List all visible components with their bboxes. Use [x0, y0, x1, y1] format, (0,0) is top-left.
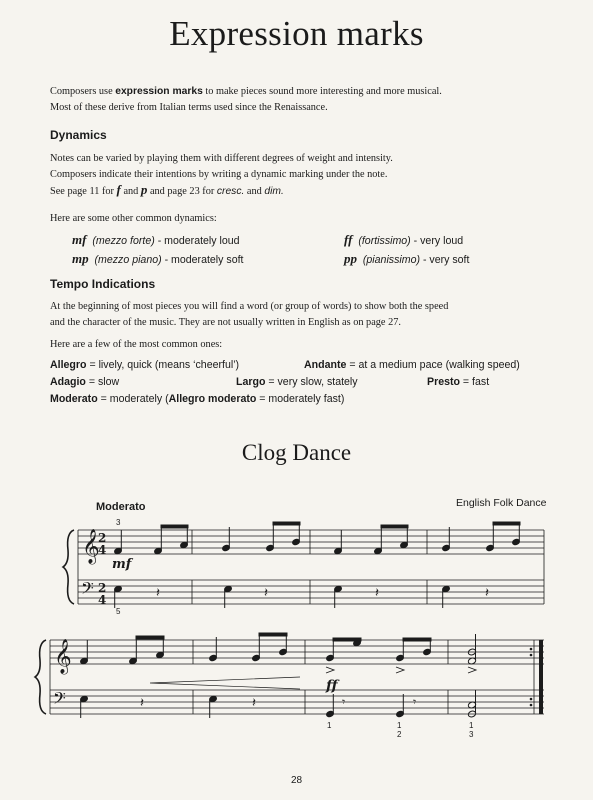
s1-m4-notes: [442, 522, 521, 552]
dynamic-italian: (mezzo forte): [92, 235, 155, 247]
intro-text-end: to make pieces sound more interesting and more musical.: [202, 86, 442, 97]
tempo-meaning: = moderately fast): [256, 393, 345, 405]
dynamic-ff: ff: [326, 678, 338, 694]
page-title: Expression marks: [169, 14, 424, 53]
time-sig-bottom: 4: [98, 593, 107, 607]
tempo-meaning: = lively, quick (means ‘cheerful’): [86, 359, 240, 371]
tempo-line1: At the beginning of most pieces you will find a word (or group of words) to show both the speed: [50, 301, 449, 312]
svg-text:𝄽: 𝄽: [156, 586, 160, 601]
tempo-meaning: = fast: [459, 376, 490, 388]
dynamics-others-intro: Here are some other common dynamics:: [50, 213, 217, 224]
dynamics-line3-b: and: [120, 186, 141, 197]
time-sig-bottom: 4: [98, 543, 107, 557]
s1-m2-notes: [222, 522, 301, 552]
dynamics-line1: Notes can be varied by playing them with different degrees of weight and intensity.: [50, 153, 393, 164]
tempo-line2: and the character of the music. They are not usually written in English as on page 27.: [50, 316, 401, 328]
piano-symbol: p: [140, 182, 148, 197]
piece-tempo: Moderato: [96, 501, 146, 513]
cresc-term: cresc.: [216, 186, 245, 197]
tempo-term: Presto: [427, 376, 460, 388]
tempo-term: Adagio: [50, 376, 86, 388]
dynamic-meaning: - moderately soft: [161, 254, 244, 266]
fingering: 1: [397, 721, 402, 730]
dynamic-meaning: - very soft: [420, 254, 470, 266]
fingering: 2: [397, 730, 402, 739]
fingering-rh: 3: [116, 518, 121, 527]
accent-marks: [326, 667, 476, 673]
dynamic-symbol: ff: [344, 232, 353, 247]
dynamic-symbol: pp: [344, 251, 357, 266]
intro-text: Composers use: [50, 86, 116, 97]
fingering: 1: [327, 721, 332, 730]
piece-title: Clog Dance: [241, 440, 352, 465]
s1-m3-notes: [334, 525, 409, 555]
svg-text:𝄽: 𝄽: [140, 696, 144, 711]
tempo-term: Moderato: [50, 393, 98, 405]
s1-m1-notes: [114, 525, 189, 555]
piece-composer: English Folk Dance: [456, 497, 547, 509]
svg-text:𝄾: 𝄾: [413, 695, 417, 709]
dynamic-meaning: - moderately loud: [154, 235, 240, 247]
dynamic-meaning: - very loud: [410, 235, 464, 247]
tempo-meaning: = slow: [85, 376, 120, 388]
dynamics-line3-c: and page 23 for: [147, 186, 217, 197]
s1-bass-notes: [114, 585, 451, 608]
system2-treble-staff: [50, 640, 544, 664]
system2-bass-staff: [50, 690, 544, 714]
svg-text:𝄾: 𝄾: [342, 695, 346, 709]
dynamic-italian: (fortissimo): [358, 235, 411, 247]
tempo-meaning: = moderately (: [97, 393, 169, 405]
dynamic-italian: (mezzo piano): [94, 254, 162, 266]
final-barline: [539, 640, 543, 714]
tempo-term: Allegro: [50, 359, 87, 371]
bass-clef-icon: 𝄢: [53, 688, 66, 712]
fingering: 1: [469, 721, 474, 730]
time-sig-top: 2: [98, 531, 107, 545]
tempo-meaning: = at a medium pace (walking speed): [346, 359, 520, 371]
tempo-heading: Tempo Indications: [50, 277, 156, 291]
dynamic-symbol: mp: [72, 251, 89, 266]
brace: [35, 640, 46, 714]
dynamic-symbol: mf: [72, 232, 87, 247]
tempo-term: Largo: [236, 376, 266, 388]
fingering-lh: 5: [116, 607, 121, 616]
dynamic-italian: (pianissimo): [362, 254, 420, 266]
tempo-term: Andante: [304, 359, 347, 371]
s2-m4-notes: [467, 634, 476, 665]
system1-bass-staff: [78, 580, 544, 604]
tempo-meaning: = very slow, stately: [265, 376, 358, 388]
svg-text:𝄽: 𝄽: [375, 586, 379, 601]
bass-clef-icon: 𝄢: [81, 578, 94, 602]
fingering: 3: [469, 730, 474, 739]
dynamics-line3-a: See page 11 for: [50, 186, 117, 197]
page-number: 28: [290, 775, 303, 786]
dynamic-mf: mf: [112, 557, 132, 572]
dynamics-line3-d: and: [244, 186, 265, 197]
crescendo-hairpin: [150, 677, 300, 689]
quarter-rests: [140, 586, 489, 711]
treble-clef-icon: 𝄞: [82, 529, 100, 564]
svg-text:𝄽: 𝄽: [264, 586, 268, 601]
system1-treble-staff: [78, 530, 544, 554]
forte-symbol: f: [116, 182, 121, 197]
dim-term: dim.: [264, 186, 284, 197]
tempo-term: Allegro moderato: [168, 393, 257, 405]
brace: [63, 530, 74, 604]
intro-line2: Most of these derive from Italian terms used since the Renaissance.: [50, 101, 328, 113]
svg-text:𝄽: 𝄽: [252, 696, 256, 711]
dynamics-line2: Composers indicate their intentions by writing a dynamic marking under the note.: [50, 168, 388, 180]
treble-clef-icon: 𝄞: [54, 639, 72, 674]
svg-text:𝄽: 𝄽: [485, 586, 489, 601]
tempo-intro: Here are a few of the most common ones:: [50, 339, 223, 350]
dynamics-heading: Dynamics: [50, 128, 107, 142]
time-sig-top: 2: [98, 581, 107, 595]
s2-m2-notes: [209, 633, 288, 662]
intro-bold-term: expression marks: [115, 86, 203, 97]
